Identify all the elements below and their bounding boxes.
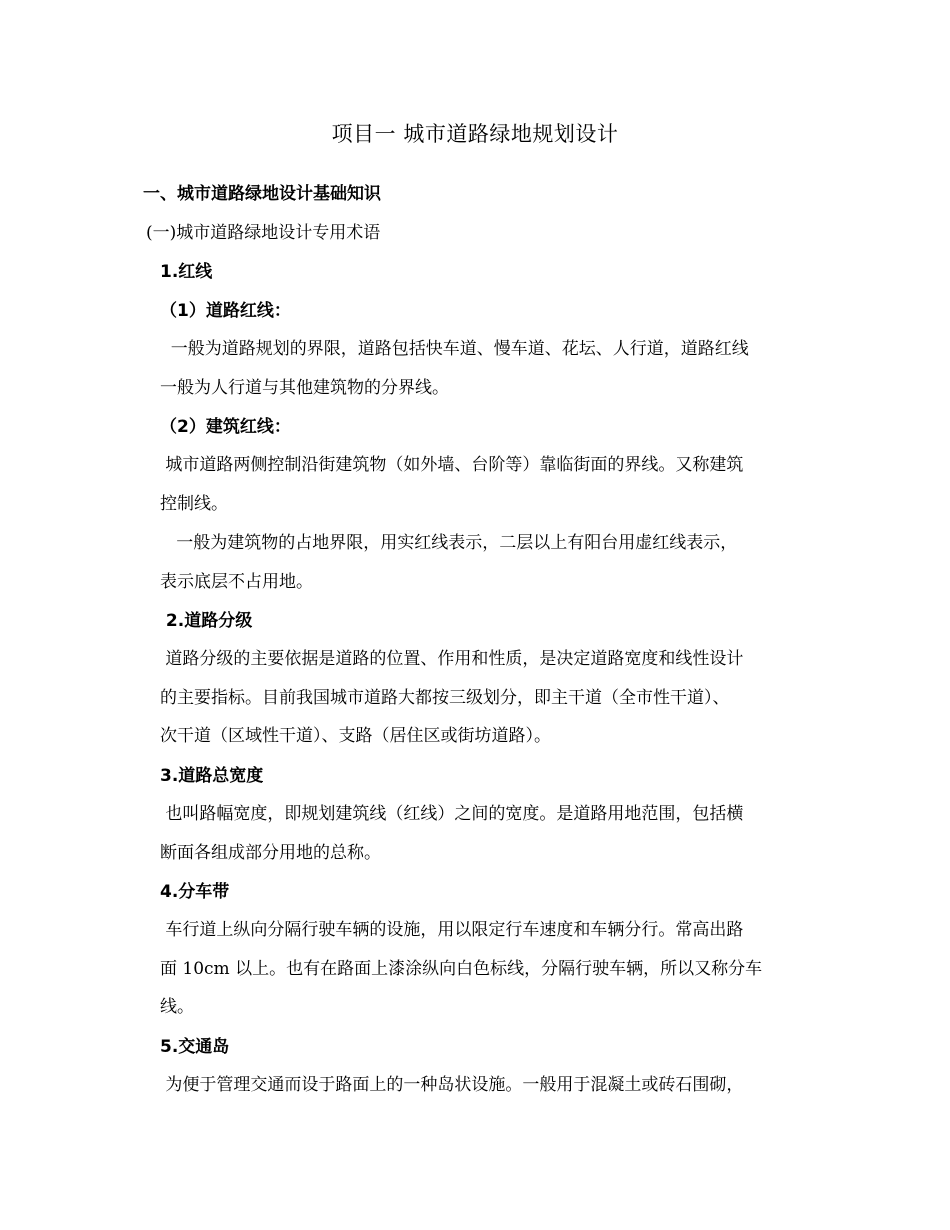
document-title: 项目一 城市道路绿地规划设计 xyxy=(331,122,619,146)
section-heading: 一、城市道路绿地设计基础知识 xyxy=(143,184,381,204)
text-line: 控制线。 xyxy=(160,493,228,514)
paragraph-building-red-line-note xyxy=(160,524,820,601)
text-line: 表示底层不占用地。 xyxy=(160,571,313,592)
item-heading-dividing-strip: 4.分车带 xyxy=(160,882,230,902)
text-line: 一般为人行道与其他建筑物的分界线。 xyxy=(160,377,449,398)
item-heading-red-line: 1.红线 xyxy=(160,262,213,282)
text-line: 断面各组成部分用地的总称。 xyxy=(160,842,381,863)
text-line: 一般为道路规划的界限，道路包括快车道、慢车道、花坛、人行道，道路红线 xyxy=(160,339,749,359)
text-line: 线。 xyxy=(160,997,194,1018)
item-heading-traffic-island: 5.交通岛 xyxy=(160,1037,230,1057)
text-line: 面 10cm 以上。也有在路面上漆涂纵向白色标线，分隔行驶车辆，所以又称分车 xyxy=(160,958,763,979)
text-line: 道路分级的主要依据是道路的位置、作用和性质，是决定道路宽度和线性设计 xyxy=(160,649,744,669)
text-line: 车行道上纵向分隔行驶车辆的设施，用以限定行车速度和车辆分行。常高出路 xyxy=(160,920,744,940)
paragraph-total-road-width xyxy=(160,795,820,872)
text-line: 城市道路两侧控制沿街建筑物（如外墙、台阶等）靠临街面的界线。又称建筑 xyxy=(160,455,744,475)
text-line: 一般为建筑物的占地界限，用实红线表示，二层以上有阳台用虚红线表示， xyxy=(160,533,738,553)
item-heading-road-red-line: （1）道路红线： xyxy=(160,301,291,321)
text-line: 的主要指标。目前我国城市道路大都按三级划分，即主干道（全市性干道）、 xyxy=(160,687,730,708)
text-line: 也叫路幅宽度，即规划建筑线（红线）之间的宽度。是道路用地范围，包括横 xyxy=(160,804,744,824)
paragraph-road-red-line xyxy=(160,330,820,407)
subsection-heading: (一)城市道路绿地设计专用术语 xyxy=(146,223,381,243)
paragraph-road-grading xyxy=(160,640,820,756)
paragraph-building-red-line xyxy=(160,446,820,523)
text-line: 次干道（区域性干道）、支路（居住区或街坊道路）。 xyxy=(160,726,551,747)
paragraph-traffic-island xyxy=(160,1066,820,1105)
item-heading-building-red-line: （2）建筑红线： xyxy=(160,417,291,437)
text-line: 为便于管理交通而设于路面上的一种岛状设施。一般用于混凝土或砖石围砌， xyxy=(160,1075,744,1095)
paragraph-dividing-strip xyxy=(160,911,820,1027)
item-heading-road-grading: 2.道路分级 xyxy=(160,611,253,631)
item-heading-total-road-width: 3.道路总宽度 xyxy=(160,766,264,786)
